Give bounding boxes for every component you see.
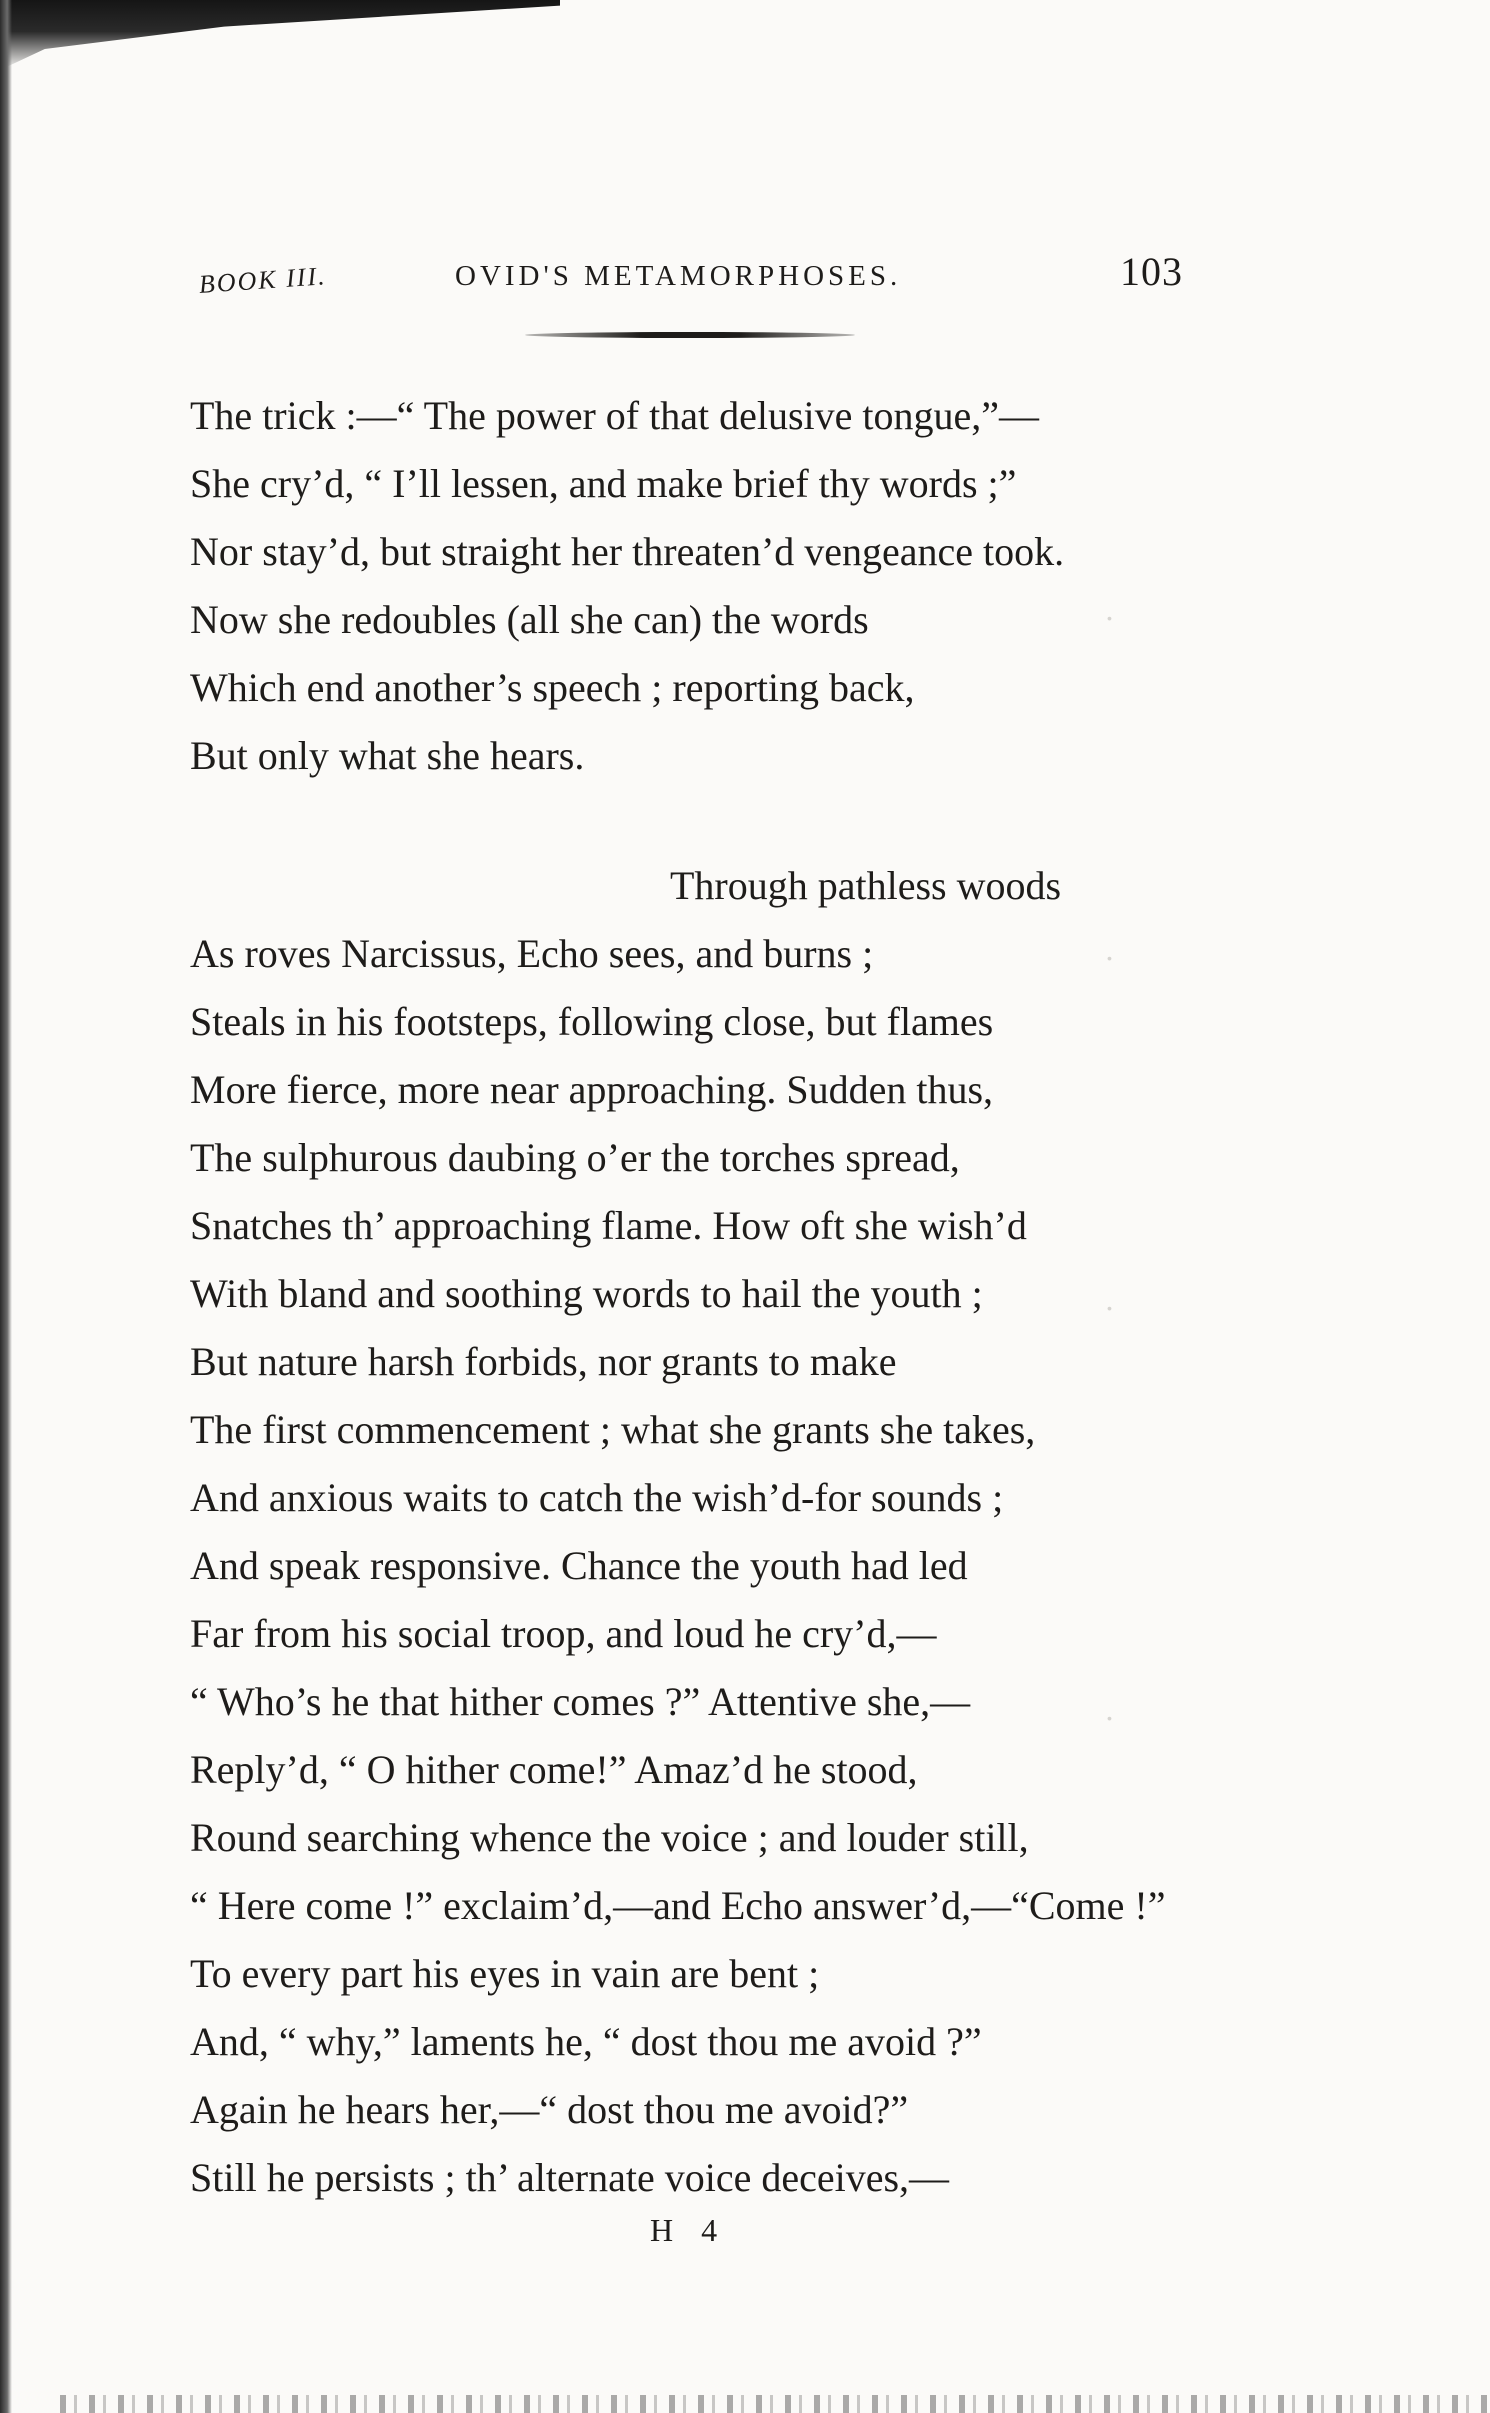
verse-line: With bland and soothing words to hail the youth ; [190, 1271, 983, 1316]
verse-line: As roves Narcissus, Echo sees, and burns ; [190, 931, 874, 976]
verse-line: To every part his eyes in vain are bent ; [190, 1951, 820, 1996]
verse-line: And anxious waits to catch the wish’d-for sounds ; [190, 1475, 1004, 1520]
verse-line: Reply’d, “ O hither come!” Amaz’d he stood, [190, 1747, 918, 1792]
verse-line-indented: Through pathless woods [670, 863, 1062, 908]
page-edge-shadow-top [0, 0, 560, 70]
bleed-through-mark: · [1105, 940, 1113, 976]
running-title: OVID'S METAMORPHOSES. [455, 260, 902, 292]
verse-line: She cry’d, “ I’ll lessen, and make brief thy words ;” [190, 461, 1017, 506]
bleed-through-mark: · [1105, 600, 1113, 636]
running-header [190, 248, 1210, 308]
bleed-through-mark: · [1105, 1290, 1113, 1326]
bleed-through-mark: · [1105, 1700, 1113, 1736]
stanza-1 [190, 382, 1240, 790]
verse-line: But nature harsh forbids, nor grants to make [190, 1339, 897, 1384]
verse-line: Which end another’s speech ; reporting back, [190, 665, 915, 710]
verse-line: And speak responsive. Chance the youth had led [190, 1543, 968, 1588]
verse-line: Still he persists ; th’ alternate voice deceives,— [190, 2155, 950, 2200]
page-edge-shadow-bottom [60, 2395, 1490, 2413]
verse-line: Steals in his footsteps, following close, but flames [190, 999, 994, 1044]
verse-line: Far from his social troop, and loud he cry’d,— [190, 1611, 937, 1656]
verse-line: Now she redoubles (all she can) the words [190, 597, 869, 642]
verse-line: Nor stay’d, but straight her threaten’d vengeance took. [190, 529, 1065, 574]
page-number: 103 [1120, 249, 1183, 294]
verse-line: “ Here come !” exclaim’d,—and Echo answer’d,—“Come !” [190, 1883, 1166, 1928]
verse-line: The trick :—“ The power of that delusive tongue,”— [190, 393, 1040, 438]
verse-line: But only what she hears. [190, 733, 585, 778]
book-label: BOOK III. [197, 261, 328, 300]
verse-line: The first commencement ; what she grants she takes, [190, 1407, 1036, 1452]
verse-line: And, “ why,” laments he, “ dost thou me avoid ?” [190, 2019, 982, 2064]
stanza-gap [190, 790, 1240, 852]
verse-line: Snatches th’ approaching flame. How oft she wish’d [190, 1203, 1027, 1248]
verse-block [190, 382, 1240, 2212]
header-rule [525, 332, 855, 338]
verse-line: “ Who’s he that hither comes ?” Attentive she,— [190, 1679, 971, 1724]
verse-line: More fierce, more near approaching. Sudden thus, [190, 1067, 994, 1112]
verse-line: Again he hears her,—“ dost thou me avoid?” [190, 2087, 909, 2132]
signature-mark: H 4 [650, 2212, 728, 2248]
page-edge-shadow-left [0, 0, 12, 2413]
verse-line: The sulphurous daubing o’er the torches spread, [190, 1135, 960, 1180]
stanza-2 [190, 852, 1240, 2212]
verse-line: Round searching whence the voice ; and louder still, [190, 1815, 1029, 1860]
